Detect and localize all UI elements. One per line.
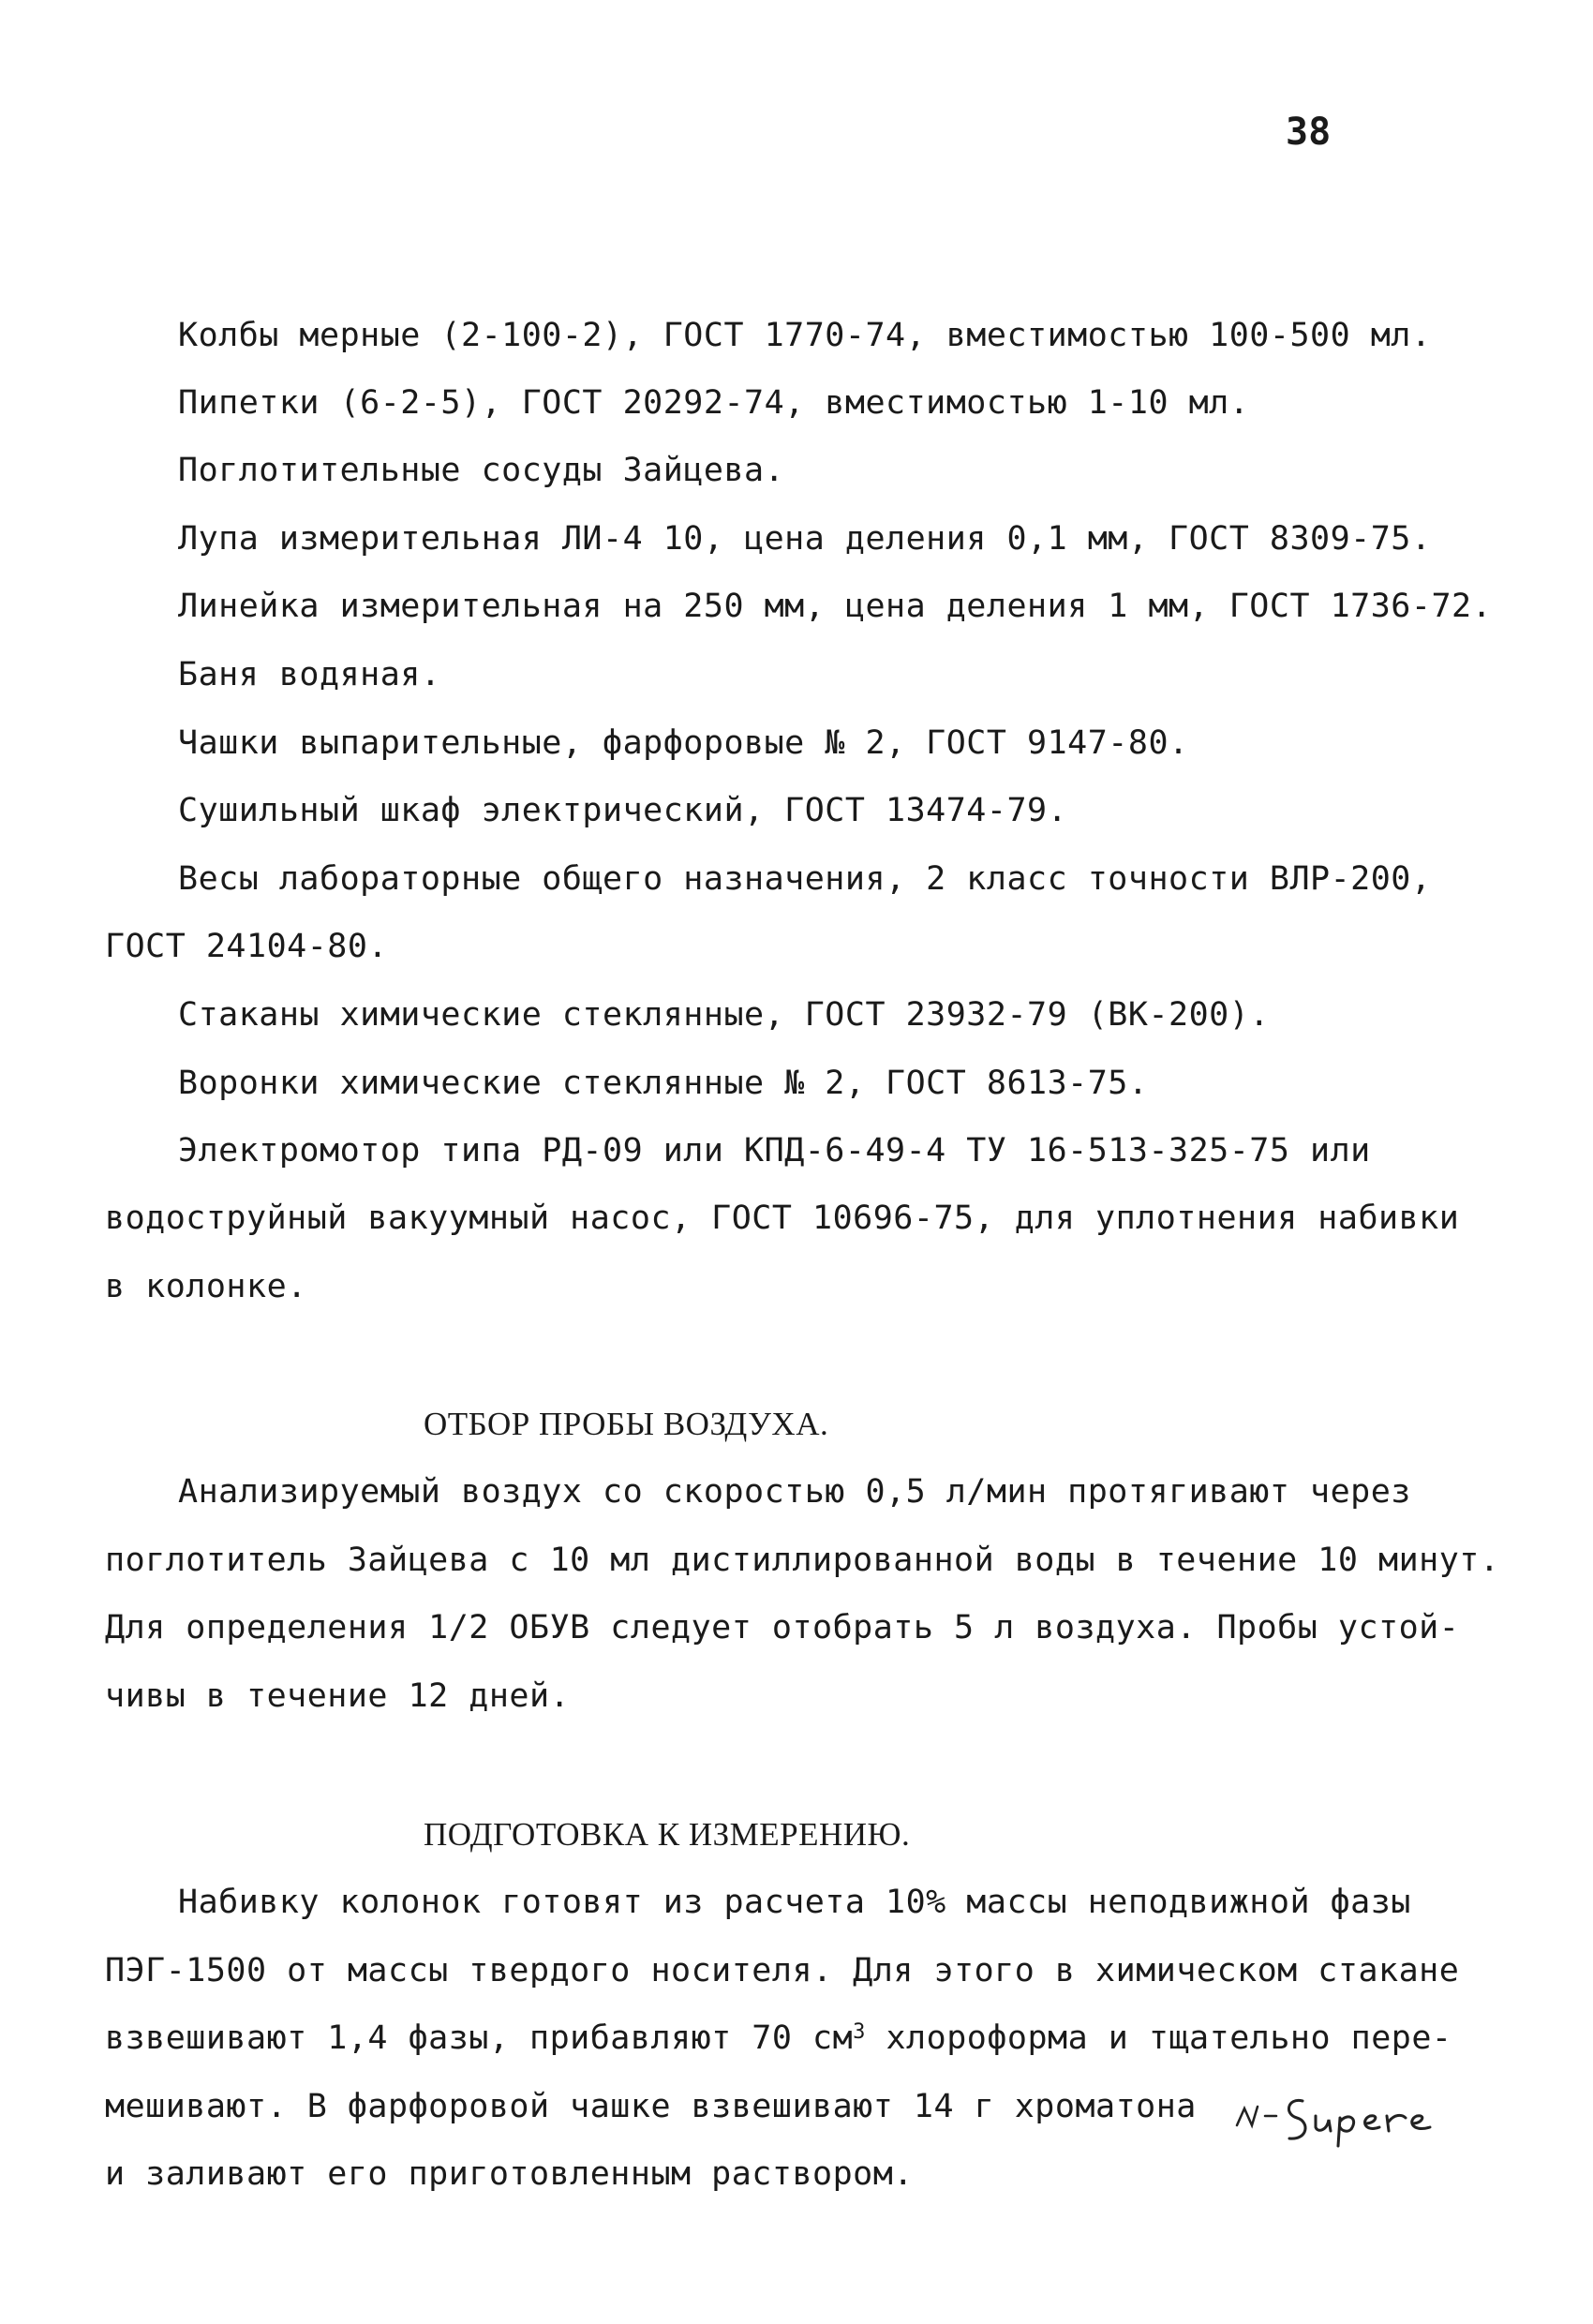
equipment-item: Пипетки (6-2-5), ГОСТ 20292-74, вместимостью 1-10 мл. xyxy=(178,384,1250,422)
equipment-item: Весы лабораторные общего назначения, 2 класс точности ВЛР-200, xyxy=(178,860,1432,898)
paragraph-line: ПЭГ-1500 от массы твердого носителя. Для этого в химическом стакане xyxy=(105,1952,1460,1989)
equipment-item-continuation: в колонке. xyxy=(105,1268,307,1305)
equipment-item: Сушильный шкаф электрический, ГОСТ 13474-79. xyxy=(178,792,1068,829)
page-number: 38 xyxy=(1286,111,1332,154)
paragraph-line: поглотитель Зайцева с 10 мл дистиллированной воды в течение 10 минут. xyxy=(105,1542,1500,1579)
paragraph-line: мешивают. В фарфоровой чашке взвешивают 14 г хроматона xyxy=(105,2088,1197,2125)
paragraph-line-text-tail: хлороформа и тщательно пере- xyxy=(865,2019,1452,2057)
equipment-item: Колбы мерные (2-100-2), ГОСТ 1770-74, вместимостью 100-500 мл. xyxy=(178,317,1432,354)
equipment-item: Чашки выпарительные, фарфоровые № 2, ГОСТ 9147-80. xyxy=(178,724,1189,762)
equipment-item: Стаканы химические стеклянные, ГОСТ 23932-79 (ВК-200). xyxy=(178,996,1270,1034)
equipment-item: Воронки химические стеклянные № 2, ГОСТ 8613-75. xyxy=(178,1065,1149,1102)
section-heading-preparation: ПОДГОТОВКА К ИЗМЕРЕНИЮ. xyxy=(424,1816,911,1853)
equipment-item-continuation: ГОСТ 24104-80. xyxy=(105,928,389,965)
equipment-item-continuation: водоструйный вакуумный насос, ГОСТ 10696-75, для уплотнения набивки xyxy=(105,1199,1460,1237)
equipment-item: Лупа измерительная ЛИ-4 10, цена деления 0,1 мм, ГОСТ 8309-75. xyxy=(178,520,1432,558)
paragraph-line: Набивку колонок готовят из расчета 10% массы неподвижной фазы xyxy=(178,1884,1411,1921)
equipment-item: Баня водяная. xyxy=(178,656,441,693)
paragraph-line: чивы в течение 12 дней. xyxy=(105,1677,571,1715)
paragraph-line: Для определения 1/2 ОБУВ следует отобрать 5 л воздуха. Пробы устой- xyxy=(105,1609,1460,1646)
paragraph-line: Анализируемый воздух со скоростью 0,5 л/мин протягивают через xyxy=(178,1473,1411,1511)
equipment-item: Электромотор типа РД-09 или КПД-6-49-4 ТУ 16-513-325-75 или xyxy=(178,1132,1371,1169)
handwritten-note-icon xyxy=(1229,2088,1454,2153)
equipment-item: Линейка измерительная на 250 мм, цена деления 1 мм, ГОСТ 1736-72. xyxy=(178,588,1493,625)
paragraph-line: и заливают его приготовленным раствором. xyxy=(105,2155,914,2193)
paragraph-line-text: взвешивают 1,4 фазы, прибавляют 70 см xyxy=(105,2019,854,2057)
section-heading-sampling: ОТБОР ПРОБЫ ВОЗДУХА. xyxy=(424,1406,829,1442)
superscript-cube: 3 xyxy=(853,2020,866,2044)
paragraph-line xyxy=(105,2019,1452,2057)
equipment-item: Поглотительные сосуды Зайцева. xyxy=(178,452,785,489)
